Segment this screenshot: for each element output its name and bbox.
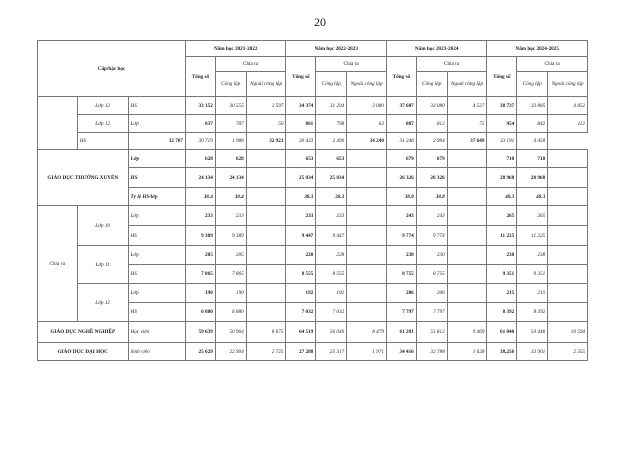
nonpublic-cell	[548, 265, 588, 284]
table-row	[38, 284, 588, 303]
nonpublic-header: Ngoài công lập	[347, 72, 387, 97]
indicator-label: HS	[128, 97, 185, 115]
nonpublic-cell	[447, 150, 487, 168]
education-statistics-table	[37, 40, 588, 361]
nonpublic-cell	[347, 206, 387, 226]
public-cell: 6 880	[215, 303, 246, 322]
public-cell: 11 225	[517, 226, 548, 246]
total-cell: 38.3	[286, 188, 316, 206]
nonpublic-cell	[347, 150, 387, 168]
nonpublic-cell: 8 479	[347, 322, 387, 343]
total-cell: 27 288	[286, 343, 316, 361]
total-cell: 38 737	[487, 97, 517, 115]
nonpublic-cell: 2 994	[416, 133, 447, 150]
split-header: Chia ra	[517, 57, 588, 72]
total-cell: 38.4	[185, 188, 215, 206]
nonpublic-cell	[548, 150, 588, 168]
total-cell: 26 326	[386, 168, 416, 188]
total-cell: 24 134	[185, 168, 215, 188]
public-cell: 238	[517, 246, 548, 265]
year-header: Năm học 2024-2025	[487, 41, 588, 57]
public-cell: 8 755	[416, 265, 447, 284]
group-label: GIÁO DỤC ĐẠI HỌC	[38, 343, 129, 361]
nonpublic-cell	[447, 303, 487, 322]
indicator-label: Lớp	[128, 115, 185, 133]
public-cell: 679	[416, 150, 447, 168]
total-cell: 230	[386, 246, 416, 265]
public-cell: 8 555	[316, 265, 347, 284]
total-cell: 25 629	[185, 343, 215, 361]
indicator-label: Sinh viên	[128, 343, 185, 361]
public-cell: 215	[517, 284, 548, 303]
nonpublic-cell: 4 527	[447, 97, 487, 115]
public-cell: 33 885	[517, 97, 548, 115]
nonpublic-cell: 4 852	[548, 97, 588, 115]
total-cell: 7 865	[185, 265, 215, 284]
total-cell: 718	[487, 150, 517, 168]
public-cell: 842	[517, 115, 548, 133]
total-cell: 7 032	[286, 303, 316, 322]
nonpublic-cell: 112	[548, 115, 588, 133]
public-cell: 38.4	[215, 188, 246, 206]
nonpublic-cell	[347, 303, 387, 322]
split-header: Chia ra	[215, 57, 286, 72]
group-label	[38, 97, 78, 150]
public-cell: 33 080	[416, 97, 447, 115]
nonpublic-cell: 2 597	[246, 97, 286, 115]
total-cell: 8 555	[286, 265, 316, 284]
nonpublic-cell	[246, 226, 286, 246]
public-cell: 787	[215, 115, 246, 133]
public-cell: 30 719	[185, 133, 215, 150]
nonpublic-cell	[548, 226, 588, 246]
public-cell: 7 032	[316, 303, 347, 322]
total-cell: 653	[286, 150, 316, 168]
total-cell: 192	[286, 284, 316, 303]
total-cell: 9 447	[286, 226, 316, 246]
indicator-label: Lớp	[128, 206, 185, 226]
table-row	[38, 206, 588, 226]
nonpublic-cell: 8 675	[246, 322, 286, 343]
table-row	[38, 115, 588, 133]
total-cell: 59 639	[185, 322, 215, 343]
public-cell: 22 904	[215, 343, 246, 361]
total-cell: 7 797	[386, 303, 416, 322]
table-row	[38, 322, 588, 343]
nonpublic-cell	[447, 284, 487, 303]
total-cell: 8 755	[386, 265, 416, 284]
total-cell: 679	[386, 150, 416, 168]
total-cell: 32 923	[246, 133, 286, 150]
sub-group-label: Lớp 12	[77, 97, 128, 115]
year-header: Năm học 2023-2024	[386, 41, 486, 57]
total-cell: 37 607	[386, 97, 416, 115]
nonpublic-cell	[246, 303, 286, 322]
nonpublic-cell: 1 628	[447, 343, 487, 361]
public-cell: 233	[316, 206, 347, 226]
total-cell: 265	[487, 206, 517, 226]
public-cell: 33 191	[487, 133, 517, 150]
total-cell: 861	[286, 115, 316, 133]
nonpublic-cell	[246, 265, 286, 284]
total-cell: 887	[386, 115, 416, 133]
indicator-label: Lớp	[128, 246, 185, 265]
nonpublic-cell: 2 725	[246, 343, 286, 361]
public-cell: 233	[215, 206, 246, 226]
public-cell: 190	[215, 284, 246, 303]
public-header: Công lập	[517, 72, 548, 97]
nonpublic-cell: 2 490	[316, 133, 347, 150]
nonpublic-cell	[447, 246, 487, 265]
table-row	[38, 343, 588, 361]
indicator-label: Tỷ lệ HS/lớp	[128, 188, 185, 206]
nonpublic-cell: 3 080	[347, 97, 387, 115]
nonpublic-cell	[347, 188, 387, 206]
indicator-label: HS	[128, 303, 185, 322]
public-cell: 7 797	[416, 303, 447, 322]
table-row	[38, 97, 588, 115]
corner-header: Cấp/bậc học	[38, 41, 186, 97]
table-body	[38, 97, 588, 361]
total-cell: 206	[386, 284, 416, 303]
total-header: Tổng số	[487, 57, 517, 97]
nonpublic-cell	[347, 265, 387, 284]
public-cell: 38.3	[316, 188, 347, 206]
public-cell: 798	[316, 115, 347, 133]
split-header: Chia ra	[416, 57, 487, 72]
nonpublic-cell: 1 988	[215, 133, 246, 150]
total-cell: 190	[185, 284, 215, 303]
indicator-label: HS	[128, 226, 185, 246]
nonpublic-header: Ngoài công lập	[246, 72, 286, 97]
nonpublic-cell	[548, 284, 588, 303]
nonpublic-cell	[246, 150, 286, 168]
public-cell: 38.8	[416, 188, 447, 206]
nonpublic-cell	[246, 168, 286, 188]
sub-group-label: Lớp 12	[77, 115, 128, 133]
public-header: Công lập	[416, 72, 447, 97]
nonpublic-cell	[246, 284, 286, 303]
total-cell: 628	[185, 150, 215, 168]
indicator-label: Lớp	[128, 150, 185, 168]
public-cell: 9 774	[416, 226, 447, 246]
nonpublic-cell: 4 458	[517, 133, 548, 150]
total-cell: 32 707	[128, 133, 185, 150]
total-cell: 64 519	[286, 322, 316, 343]
total-cell: 40.3	[487, 188, 517, 206]
public-cell: 50 964	[215, 322, 246, 343]
group-label: GIÁO DỤC NGHỀ NGHIỆP	[38, 322, 129, 343]
public-cell: 51 812	[416, 322, 447, 343]
nonpublic-cell	[347, 246, 387, 265]
total-cell: 9 774	[386, 226, 416, 246]
table-row	[38, 150, 588, 168]
public-cell: 31 294	[316, 97, 347, 115]
page-number: 20	[314, 15, 326, 29]
nonpublic-cell	[246, 246, 286, 265]
nonpublic-cell	[447, 206, 487, 226]
table-row	[38, 133, 588, 150]
indicator-label: Lớp	[128, 284, 185, 303]
total-cell: 837	[185, 115, 215, 133]
nonpublic-cell	[447, 188, 487, 206]
public-cell: 8 392	[517, 303, 548, 322]
nonpublic-cell: 9 469	[447, 322, 487, 343]
indicator-label: HS	[77, 133, 128, 150]
public-cell: 653	[316, 150, 347, 168]
public-cell: 40.3	[517, 188, 548, 206]
nonpublic-cell: 10 594	[548, 322, 588, 343]
total-cell: 228	[286, 246, 316, 265]
public-cell: 205	[215, 246, 246, 265]
total-cell: 6 880	[185, 303, 215, 322]
sub-group-label: Lớp 10	[77, 206, 128, 246]
total-cell: 233	[185, 206, 215, 226]
public-cell: 228	[316, 246, 347, 265]
public-cell: 192	[316, 284, 347, 303]
total-header: Tổng số	[286, 57, 316, 97]
public-cell: 26 326	[416, 168, 447, 188]
public-cell: 628	[215, 150, 246, 168]
total-cell: 9 351	[487, 265, 517, 284]
nonpublic-cell	[548, 188, 588, 206]
public-cell: 9 389	[215, 226, 246, 246]
total-cell: 61 281	[386, 322, 416, 343]
public-cell: 33 901	[517, 343, 548, 361]
total-cell: 8 392	[487, 303, 517, 322]
indicator-label: HS	[128, 168, 185, 188]
total-cell: 34 416	[386, 343, 416, 361]
nonpublic-cell: 63	[347, 115, 387, 133]
nonpublic-cell	[347, 284, 387, 303]
total-cell: 11 225	[487, 226, 517, 246]
nonpublic-cell	[548, 246, 588, 265]
nonpublic-header: Ngoài công lập	[447, 72, 487, 97]
public-cell: 718	[517, 150, 548, 168]
nonpublic-cell	[548, 206, 588, 226]
total-cell: 9 389	[185, 226, 215, 246]
public-cell: 243	[416, 206, 447, 226]
sub-group-label: Lớp 11	[77, 246, 128, 284]
public-header: Công lập	[215, 72, 246, 97]
public-cell: 30 555	[215, 97, 246, 115]
year-header: Năm học 2021-2022	[185, 41, 285, 57]
nonpublic-cell: 2 355	[548, 343, 588, 361]
indicator-label: Học viên	[128, 322, 185, 343]
nonpublic-header: Ngoài công lập	[548, 72, 588, 97]
public-cell: 9 447	[316, 226, 347, 246]
total-cell: 38.8	[386, 188, 416, 206]
year-header: Năm học 2022-2023	[286, 41, 386, 57]
sub-group-label: Lớp 12	[77, 284, 128, 322]
total-cell: 37 649	[447, 133, 487, 150]
total-cell: 34 240	[347, 133, 387, 150]
nonpublic-cell	[347, 168, 387, 188]
total-header: Tổng số	[386, 57, 416, 97]
nonpublic-cell	[548, 168, 588, 188]
group-label: Chia ra	[38, 206, 78, 322]
public-cell: 7 865	[215, 265, 246, 284]
nonpublic-cell	[447, 226, 487, 246]
total-cell: 205	[185, 246, 215, 265]
table-row	[38, 246, 588, 265]
public-cell: 31 246	[386, 133, 416, 150]
total-cell: 33 152	[185, 97, 215, 115]
public-cell: 206	[416, 284, 447, 303]
public-cell: 30 433	[286, 133, 316, 150]
total-cell: 233	[286, 206, 316, 226]
public-cell: 25 034	[316, 168, 347, 188]
nonpublic-cell	[246, 206, 286, 226]
total-cell: 61 040	[487, 322, 517, 343]
public-cell: 812	[416, 115, 447, 133]
public-cell: 9 351	[517, 265, 548, 284]
nonpublic-cell	[246, 188, 286, 206]
total-cell: 238	[487, 246, 517, 265]
total-cell: 38,256	[487, 343, 517, 361]
public-cell: 25 317	[316, 343, 347, 361]
total-cell: 954	[487, 115, 517, 133]
public-cell: 50 446	[517, 322, 548, 343]
nonpublic-cell: 75	[447, 115, 487, 133]
indicator-label: HS	[128, 265, 185, 284]
public-cell: 265	[517, 206, 548, 226]
nonpublic-cell	[548, 303, 588, 322]
group-label: GIÁO DỤC THƯỜNG XUYÊN	[38, 150, 129, 206]
nonpublic-cell	[447, 168, 487, 188]
total-cell: 34 374	[286, 97, 316, 115]
public-cell: 230	[416, 246, 447, 265]
total-cell: 215	[487, 284, 517, 303]
total-header: Tổng số	[185, 57, 215, 97]
total-cell: 28 968	[487, 168, 517, 188]
total-cell: 25 034	[286, 168, 316, 188]
public-cell: 24 134	[215, 168, 246, 188]
total-cell: 243	[386, 206, 416, 226]
split-header: Chia ra	[316, 57, 387, 72]
nonpublic-cell: 50	[246, 115, 286, 133]
public-header: Công lập	[316, 72, 347, 97]
public-cell: 28 968	[517, 168, 548, 188]
nonpublic-cell	[447, 265, 487, 284]
public-cell: 32 788	[416, 343, 447, 361]
nonpublic-cell: 1 971	[347, 343, 387, 361]
nonpublic-cell	[347, 226, 387, 246]
public-cell: 56 040	[316, 322, 347, 343]
